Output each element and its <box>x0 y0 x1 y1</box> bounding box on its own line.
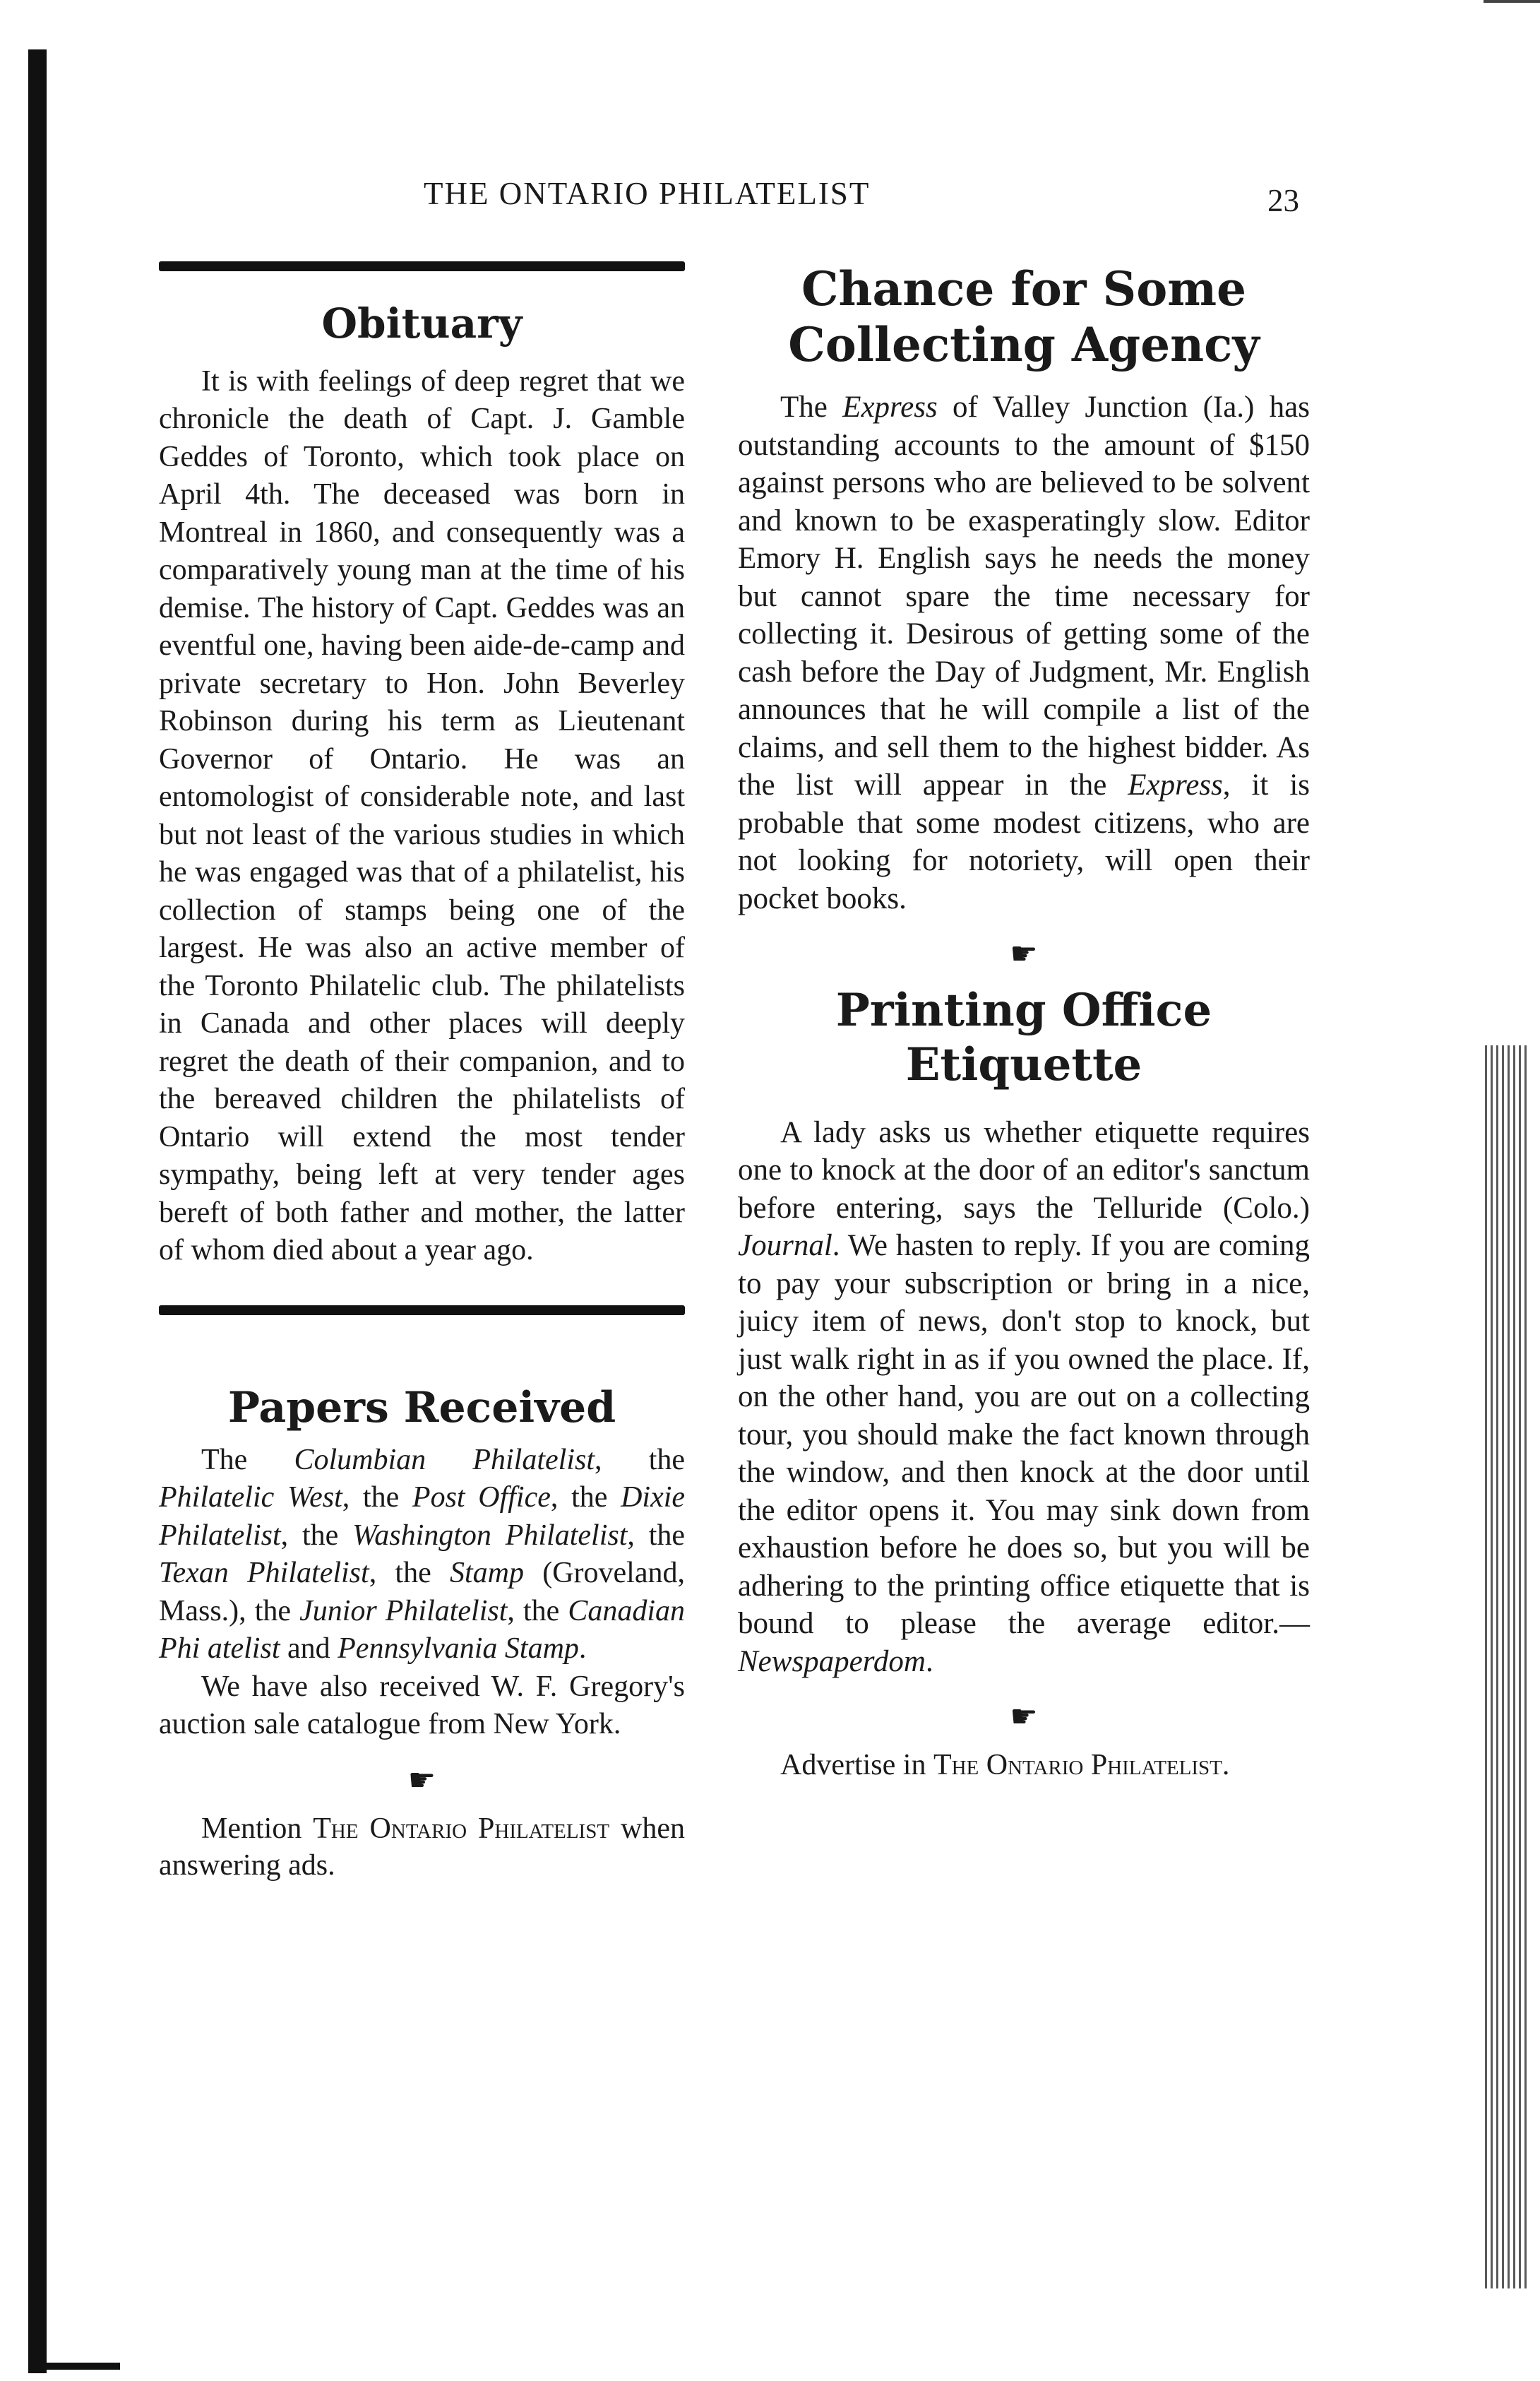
obituary-heading: Obituary <box>321 299 523 348</box>
printing-text: A lady asks us whether etiquette requires one to knock at the door of an editor's sanctum before entering, says the Telluride (Colo.) Journal. We hasten to reply. If you are coming to pay your subscription or bring in a nice, juicy item of news, don't stop to knock, but just walk right in as if you owned the place. If, on the other hand, you are out on a collecting tour, you should make the fact known through the window, and then knock at the door until the editor opens it. You may sink down from exhaustion before he does so, but you will be adhering to the printing office etiquette that is bound to please the average editor.—Newspaperdom. <box>738 1115 1310 1678</box>
papers-list-text: The Columbian Philatelist, the Philatelic West, the Post Office, the Dixie Philatelist, the Washington Philatelist, the Texan Philatelist, the Stamp (Groveland, Mass.), the Junior Philatelist, the Canadian Phi atelist and Pennsylvania Stamp. <box>159 1443 686 1665</box>
printing-heading: Printing Office Etiquette <box>835 984 1212 1092</box>
section-rule <box>159 261 685 271</box>
obituary-text: It is with feelings of deep regret that we chronicle the death of Capt. J. Gamble Geddes of Toronto, which took place on April 4th. The deceased was born in Montreal in 1860, and consequently was a comparatively young man at the time of his demise. The history of Capt. Geddes was an eventful one, having been aide-de-camp and private secretary to Hon. John Beverley Robinson during his term as Lieutenant Governor of Ontario. He was an entomologist of considerable note, and last but not least of the various studies in which he was engaged was that of a philatelist, his collection of stamps being one of the largest. He was also an active member of the Toronto Philatelic club. The philatelists in Canada and other places will deeply regret the death of their companion, and to the bereaved children the philatelists of Ontario will extend the most tender sympathy, being left at very tender ages bereft of both father and mother, the latter of whom died about a year ago. <box>159 364 685 1267</box>
scan-border-bottom <box>28 2363 120 2370</box>
scan-border-right <box>1485 1045 1527 2288</box>
pointing-hand-icon: ☛ <box>407 1762 436 1798</box>
page-header <box>410 175 1327 218</box>
running-title: THE ONTARIO PHILATELIST <box>424 176 871 211</box>
page-number: 23 <box>1267 183 1299 218</box>
scan-border-left <box>28 49 47 2373</box>
chance-heading: Chance for Some Collecting Agency <box>788 261 1260 373</box>
chance-text: The Express of Valley Junction (Ia.) has outstanding accounts to the amount of $150 against persons who are believed to be solvent and known to be exasperatingly slow. Editor Emory H. English says he needs the money but cannot spare the time necessary for collecting it. Desirous of getting some of the cash before the Day of Judgment, Mr. English announces that he will compile a list of the claims, and sell them to the highest bidder. As the list will appear in the Express, it is probable that some modest citizens, who are not looking for notoriety, will open their pocket books. <box>738 391 1310 915</box>
right-column <box>738 261 1310 1783</box>
scan-edge-mark <box>1484 0 1540 3</box>
pointing-hand-icon: ☛ <box>1010 1699 1038 1735</box>
mention-notice: Mention The Ontario Philatelist when answering ads. <box>159 1812 685 1882</box>
section-rule <box>159 1305 685 1315</box>
papers-heading: Papers Received <box>227 1382 616 1432</box>
left-column <box>159 261 685 1884</box>
pointing-hand-icon: ☛ <box>1010 937 1038 972</box>
advertise-notice: Advertise in The Ontario Philatelist. <box>780 1749 1230 1782</box>
papers-catalogue-text: We have also received W. F. Gregory's auction sale catalogue from New York. <box>159 1670 685 1741</box>
